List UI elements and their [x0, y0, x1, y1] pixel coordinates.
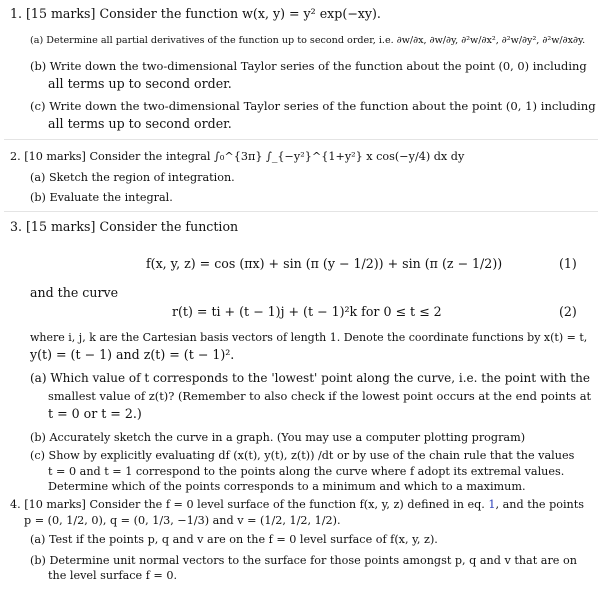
q3-part-a-line2: smallest value of z(t)? (Remember to also check if the lowest point occurs at the end points at [48, 389, 592, 403]
q4-part-b-line2: the level surface f = 0. [48, 569, 178, 582]
q1-part-c-line1: (c) Write down the two-dimensional Taylor series of the function about the point (0, 1) including [30, 99, 596, 113]
q4-part-a: (a) Test if the points p, q and v are on the f = 0 level surface of f(x, y, z). [30, 533, 438, 546]
q4-heading-text: 4. [10 marks] Consider the f = 0 level surface of the function f(x, y, z) defined in eq. [10, 498, 489, 511]
q1-part-b-line2: all terms up to second order. [48, 76, 232, 91]
divider [4, 211, 598, 212]
q4-heading-text-end: , and the points [495, 498, 585, 511]
q2-part-a: (a) Sketch the region of integration. [30, 171, 235, 184]
q3-part-c-line2: t = 0 and t = 1 correspond to the points along the curve where f adopt its extremal values. [48, 465, 565, 478]
q4-heading [10, 497, 584, 513]
q3-part-a-line3: t = 0 or t = 2.) [48, 406, 142, 421]
q3-heading: 3. [15 marks] Consider the function [10, 219, 239, 234]
q3-where-line1: where i, j, k are the Cartesian basis vectors of length 1. Denote the coordinate functions by x(t) = t, [30, 331, 588, 344]
q3-curve-intro: and the curve [30, 285, 119, 300]
equation-1: f(x, y, z) = cos (πx) + sin (π (y − 1/2)) + sin (π (z − 1/2)) [146, 256, 503, 271]
divider [4, 139, 598, 140]
q1-part-b-line1: (b) Write down the two-dimensional Taylor series of the function about the point (0, 0) including [30, 59, 587, 73]
q1-part-c-line2: all terms up to second order. [48, 116, 232, 131]
q3-part-a-line1: (a) Which value of t corresponds to the 'lowest' point along the curve, i.e. the point with the [30, 371, 590, 385]
equation-1-number: (1) [559, 256, 577, 271]
q3-where-line2: y(t) = (t − 1) and z(t) = (t − 1)². [30, 347, 235, 362]
equation-2: r(t) = ti + (t − 1)j + (t − 1)²k for 0 ≤ t ≤ 2 [172, 304, 442, 319]
q2-part-b: (b) Evaluate the integral. [30, 191, 173, 204]
q3-part-c-line3: Determine which of the points corresponds to a minimum and which to a maximum. [48, 480, 526, 493]
equation-2-number: (2) [559, 304, 577, 319]
q2-heading: 2. [10 marks] Consider the integral ∫₀^{3π} ∫_{−y²}^{1+y²} x cos(−y/4) dx dy [10, 150, 465, 163]
q1-heading: 1. [15 marks] Consider the function w(x, y) = y² exp(−xy). [10, 6, 381, 21]
q3-part-c-line1: (c) Show by explicitly evaluating df (x(t), y(t), z(t)) /dt or by use of the chain rule that the values [30, 449, 575, 462]
equation-reference-link[interactable]: 1 [488, 498, 496, 511]
q3-part-b: (b) Accurately sketch the curve in a graph. (You may use a computer plotting program) [30, 431, 526, 444]
q4-part-b-line1: (b) Determine unit normal vectors to the surface for those points amongst p, q and v that are on [30, 554, 577, 567]
q4-points: p = (0, 1/2, 0), q = (0, 1/3, −1/3) and v = (1/2, 1/2, 1/2). [24, 514, 341, 527]
q1-part-a: (a) Determine all partial derivatives of the function up to second order, i.e. ∂w/∂x, ∂w/∂y, ∂²w/∂x², ∂²w/∂y², ∂²w/∂x∂y. [30, 35, 586, 46]
